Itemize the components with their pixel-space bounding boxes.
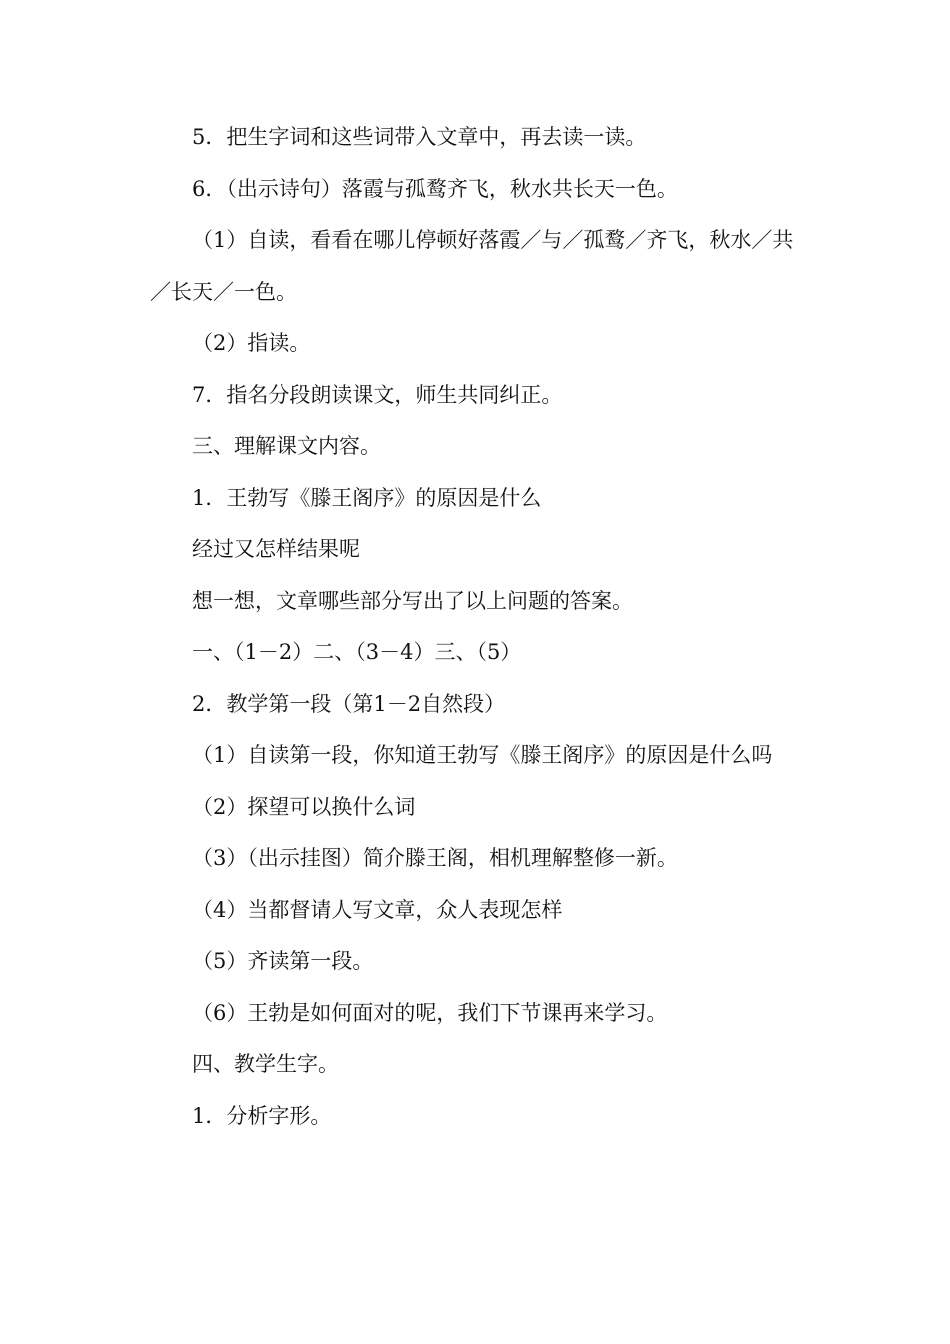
paragraph-3: （1）自读，看看在哪儿停顿好落霞／与／孤鹜／齐飞，秋水／共／长天／一色。 [150, 228, 794, 304]
section-heading-3: 三、理解课文内容。 [192, 434, 381, 458]
paragraph-11: 2．教学第一段（第1－2自然段） [192, 691, 506, 716]
paragraph-10: 一、（1－2）二、（3－4）三、（5） [192, 640, 522, 664]
paragraph-5: 7．指名分段朗读课文，师生共同纠正。 [192, 382, 563, 407]
paragraph-1: 5．把生字词和这些词带入文章中，再去读一读。 [192, 125, 647, 149]
paragraph-4: （2）指读。 [192, 331, 311, 355]
paragraph-8: 经过又怎样结果呢 [192, 537, 360, 561]
paragraph-15: （4）当都督请人写文章，众人表现怎样 [192, 897, 563, 922]
document-body [150, 112, 795, 1142]
paragraph-7: 1．王勃写《滕王阁序》的原因是什么 [192, 485, 542, 510]
section-heading-4: 四、教学生字。 [192, 1052, 339, 1076]
paragraph-14: （3）（出示挂图）简介滕王阁，相机理解整修一新。 [192, 846, 678, 870]
paragraph-16: （5）齐读第一段。 [192, 949, 374, 973]
paragraph-19: 1．分析字形。 [192, 1103, 332, 1128]
paragraph-12: （1）自读第一段，你知道王勃写《滕王阁序》的原因是什么吗 [192, 743, 773, 767]
paragraph-9: 想一想，文章哪些部分写出了以上问题的答案。 [192, 588, 633, 613]
paragraph-2: 6．（出示诗句）落霞与孤鹜齐飞，秋水共长天一色。 [192, 176, 678, 201]
paragraph-17: （6）王勃是如何面对的呢，我们下节课再来学习。 [192, 1000, 668, 1025]
paragraph-13: （2）探望可以换什么词 [192, 794, 416, 819]
